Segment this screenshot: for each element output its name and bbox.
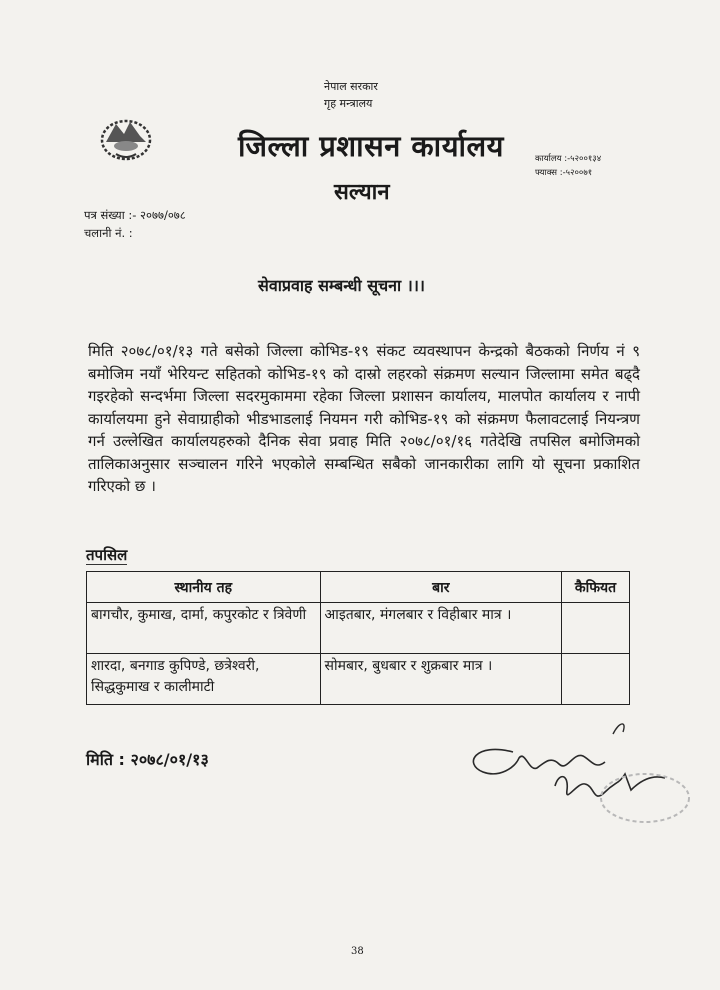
table-row — [87, 654, 630, 705]
reference-block — [84, 206, 186, 242]
office-phone: कार्यालय :-५२००१३४ — [535, 154, 602, 164]
cell-day: सोमबार, बुधबार र शुक्रबार मात्र । — [320, 654, 562, 705]
column-header-local-level: स्थानीय तह — [87, 572, 321, 603]
column-header-remarks: कैफियत — [562, 572, 630, 603]
cell-remarks — [562, 603, 630, 654]
signature-icon — [455, 712, 695, 828]
table-row — [87, 603, 630, 654]
column-header-day: बार — [320, 572, 562, 603]
contact-info — [535, 152, 601, 180]
table-header-row — [87, 572, 630, 603]
schedule-table — [86, 571, 630, 705]
notice-subject: सेवाप्रवाह सम्बन्धी सूचना ।।। — [258, 276, 425, 295]
government-name: नेपाल सरकार — [324, 80, 378, 93]
table-caption: तपसिल — [86, 546, 128, 564]
cell-day: आइतबार, मंगलबार र विहीबार मात्र । — [320, 603, 562, 654]
notice-body: मिति २०७८/०१/१३ गते बसेको जिल्ला कोभिड-१९ संकट व्यवस्थापन केन्द्रको बैठकको निर्णय नं ९ बमोजिम नयाँ भेरियन्ट सहितको कोभिड-१९ को दास्रो लहरको संक्रमण सल्यान जिल्लामा समेत बढ्दै गइरहेको सन्दर्भमा जिल्ला सदरमुकाममा रहेका जिल्ला प्रशासन कार्यालय, मालपोत कार्यालय र नापी कार्यालयमा हुने सेवाग्राहीको भीडभाडलाई नियमन गरी कोभिड-१९ को संक्रमण फैलावटलाई नियन्त्रण गर्न उल्लेखित कार्यालयहरुको दैनिक सेवा प्रवाह मिति २०७८/०१/१६ गतेदेखि तपसिल बमोजिमको तालिकाअनुसार सञ्चालन गरिने भएकोले सम्बन्धित सबैको जानकारीका लागि यो सूचना प्रकाशित गरिएको छ । — [88, 342, 640, 495]
cell-remarks — [562, 654, 630, 705]
office-title: जिल्ला प्रशासन कार्यालय — [238, 129, 505, 163]
fax-number: फ्याक्स :-५२००७१ — [535, 168, 593, 178]
nepal-emblem-icon — [98, 110, 154, 162]
header-government-block — [324, 78, 378, 112]
letter-number: पत्र संख्या :- २०७७/०७८ — [84, 208, 186, 222]
dispatch-number: चलानी नं. : — [84, 226, 133, 240]
ministry-name: गृह मन्त्रालय — [324, 97, 373, 110]
issue-date: मिति : २०७८/०१/१३ — [86, 750, 209, 769]
page-number: 38 — [351, 946, 364, 957]
cell-local-level: बागचौर, कुमाख, दार्मा, कपुरकोट र त्रिवेणी — [87, 603, 321, 654]
district-name: सल्यान — [334, 180, 390, 205]
cell-local-level: शारदा, बनगाड कुपिण्डे, छत्रेश्वरी, सिद्धकुमाख र कालीमाटी — [87, 654, 321, 705]
